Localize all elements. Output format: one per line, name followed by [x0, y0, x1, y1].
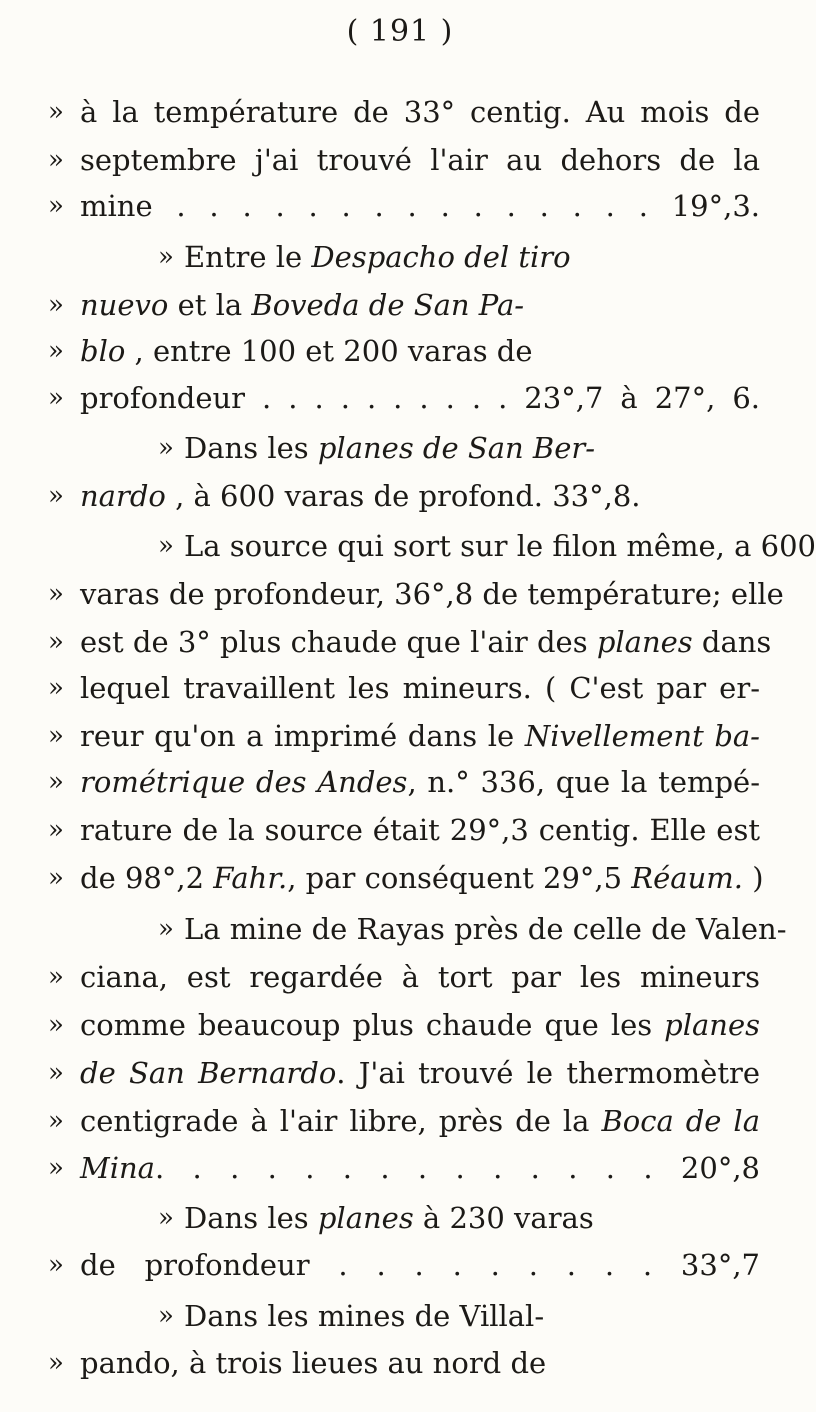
- line-text: mine . . . . . . . . . . . . . . . 19°,3.: [80, 189, 760, 223]
- line-text: Dans les planes à 230 varas: [184, 1201, 594, 1235]
- text-line: [48, 1005, 760, 1045]
- quote-mark: »: [48, 673, 64, 703]
- line-text: reur qu'on a imprimé dans le Nivellement ba-: [80, 719, 760, 753]
- line-text: septembre j'ai trouvé l'air au dehors de la: [80, 143, 760, 177]
- quote-mark: »: [48, 721, 64, 751]
- quote-mark: »: [48, 815, 64, 845]
- text-line: [80, 526, 816, 566]
- quote-mark: »: [158, 242, 174, 272]
- line-text: rature de la source était 29°,3 centig. Elle est: [80, 813, 760, 847]
- text-line: [48, 622, 772, 662]
- text-line: [48, 186, 760, 226]
- quote-mark: »: [158, 914, 174, 944]
- line-text: est de 3° plus chaude que l'air des planes dans: [80, 625, 772, 659]
- quote-mark: »: [158, 1301, 174, 1331]
- line-text: blo , entre 100 et 200 varas de: [80, 334, 533, 368]
- text-line: [48, 668, 760, 708]
- quote-mark: »: [48, 1058, 64, 1088]
- line-text: Entre le Despacho del tiro: [184, 240, 571, 274]
- quote-mark: »: [48, 481, 64, 511]
- text-line: [48, 1148, 760, 1188]
- line-text: profondeur . . . . . . . . . . 23°,7 à 27°, 6.: [80, 381, 760, 415]
- text-line: [48, 1343, 760, 1383]
- line-text: centigrade à l'air libre, près de la Boca de la: [80, 1104, 761, 1138]
- line-text: rométrique des Andes, n.° 336, que la tempé-: [80, 765, 761, 799]
- quote-mark: »: [48, 1250, 64, 1280]
- quote-mark: »: [48, 145, 64, 175]
- line-text: Mina. . . . . . . . . . . . . . 20°,8: [80, 1151, 760, 1185]
- line-text: de 98°,2 Fahr., par conséquent 29°,5 Réaum. ): [80, 861, 764, 895]
- line-text: Dans les planes de San Ber-: [184, 431, 596, 465]
- text-line: [48, 810, 760, 850]
- text-line: [80, 237, 760, 277]
- text-line: [48, 1053, 761, 1093]
- text-line: [48, 1245, 760, 1285]
- quote-mark: »: [48, 383, 64, 413]
- text-line: [80, 428, 760, 468]
- line-text: La mine de Rayas près de celle de Valen-: [184, 912, 787, 946]
- quote-mark: »: [158, 1203, 174, 1233]
- quote-mark: »: [48, 1348, 64, 1378]
- quote-mark: »: [48, 1010, 64, 1040]
- text-line: [48, 716, 760, 756]
- line-text: de profondeur . . . . . . . . . 33°,7: [80, 1248, 760, 1282]
- text-line: [48, 140, 760, 180]
- line-text: de San Bernardo. J'ai trouvé le thermomètre: [80, 1056, 761, 1090]
- quote-mark: »: [48, 863, 64, 893]
- text-line: [80, 909, 787, 949]
- text-line: [48, 476, 760, 516]
- text-line: [48, 92, 760, 132]
- text-line: [48, 1101, 761, 1141]
- quote-mark: »: [48, 97, 64, 127]
- quote-mark: »: [48, 579, 64, 609]
- page-number: ( 191 ): [346, 14, 454, 49]
- quote-mark: »: [48, 1106, 64, 1136]
- text-line: [48, 762, 761, 802]
- line-text: ciana, est regardée à tort par les mineurs: [80, 960, 760, 994]
- text-line: [48, 378, 760, 418]
- text-line: [48, 574, 784, 614]
- quote-mark: »: [48, 290, 64, 320]
- line-text: nardo , à 600 varas de profond. 33°,8.: [80, 479, 641, 513]
- text-line: [80, 1296, 760, 1336]
- line-text: Dans les mines de Villal-: [184, 1299, 545, 1333]
- line-text: comme beaucoup plus chaude que les planes: [80, 1008, 760, 1042]
- quote-mark: »: [158, 433, 174, 463]
- text-line: [48, 331, 760, 371]
- line-text: lequel travaillent les mineurs. ( C'est par er-: [80, 671, 760, 705]
- line-text: La source qui sort sur le filon même, a 600: [184, 529, 816, 563]
- text-line: [80, 1198, 760, 1238]
- line-text: varas de profondeur, 36°,8 de température; elle: [80, 577, 784, 611]
- line-text: pando, à trois lieues au nord de: [80, 1346, 547, 1380]
- quote-mark: »: [48, 962, 64, 992]
- quote-mark: »: [48, 1153, 64, 1183]
- quote-mark: »: [48, 627, 64, 657]
- text-line: [48, 858, 764, 898]
- quote-mark: »: [158, 531, 174, 561]
- line-text: à la température de 33° centig. Au mois de: [80, 95, 760, 129]
- quote-mark: »: [48, 336, 64, 366]
- quote-mark: »: [48, 767, 64, 797]
- text-line: [48, 285, 760, 325]
- quote-mark: »: [48, 191, 64, 221]
- line-text: nuevo et la Boveda de San Pa-: [80, 288, 525, 322]
- text-line: [48, 957, 760, 997]
